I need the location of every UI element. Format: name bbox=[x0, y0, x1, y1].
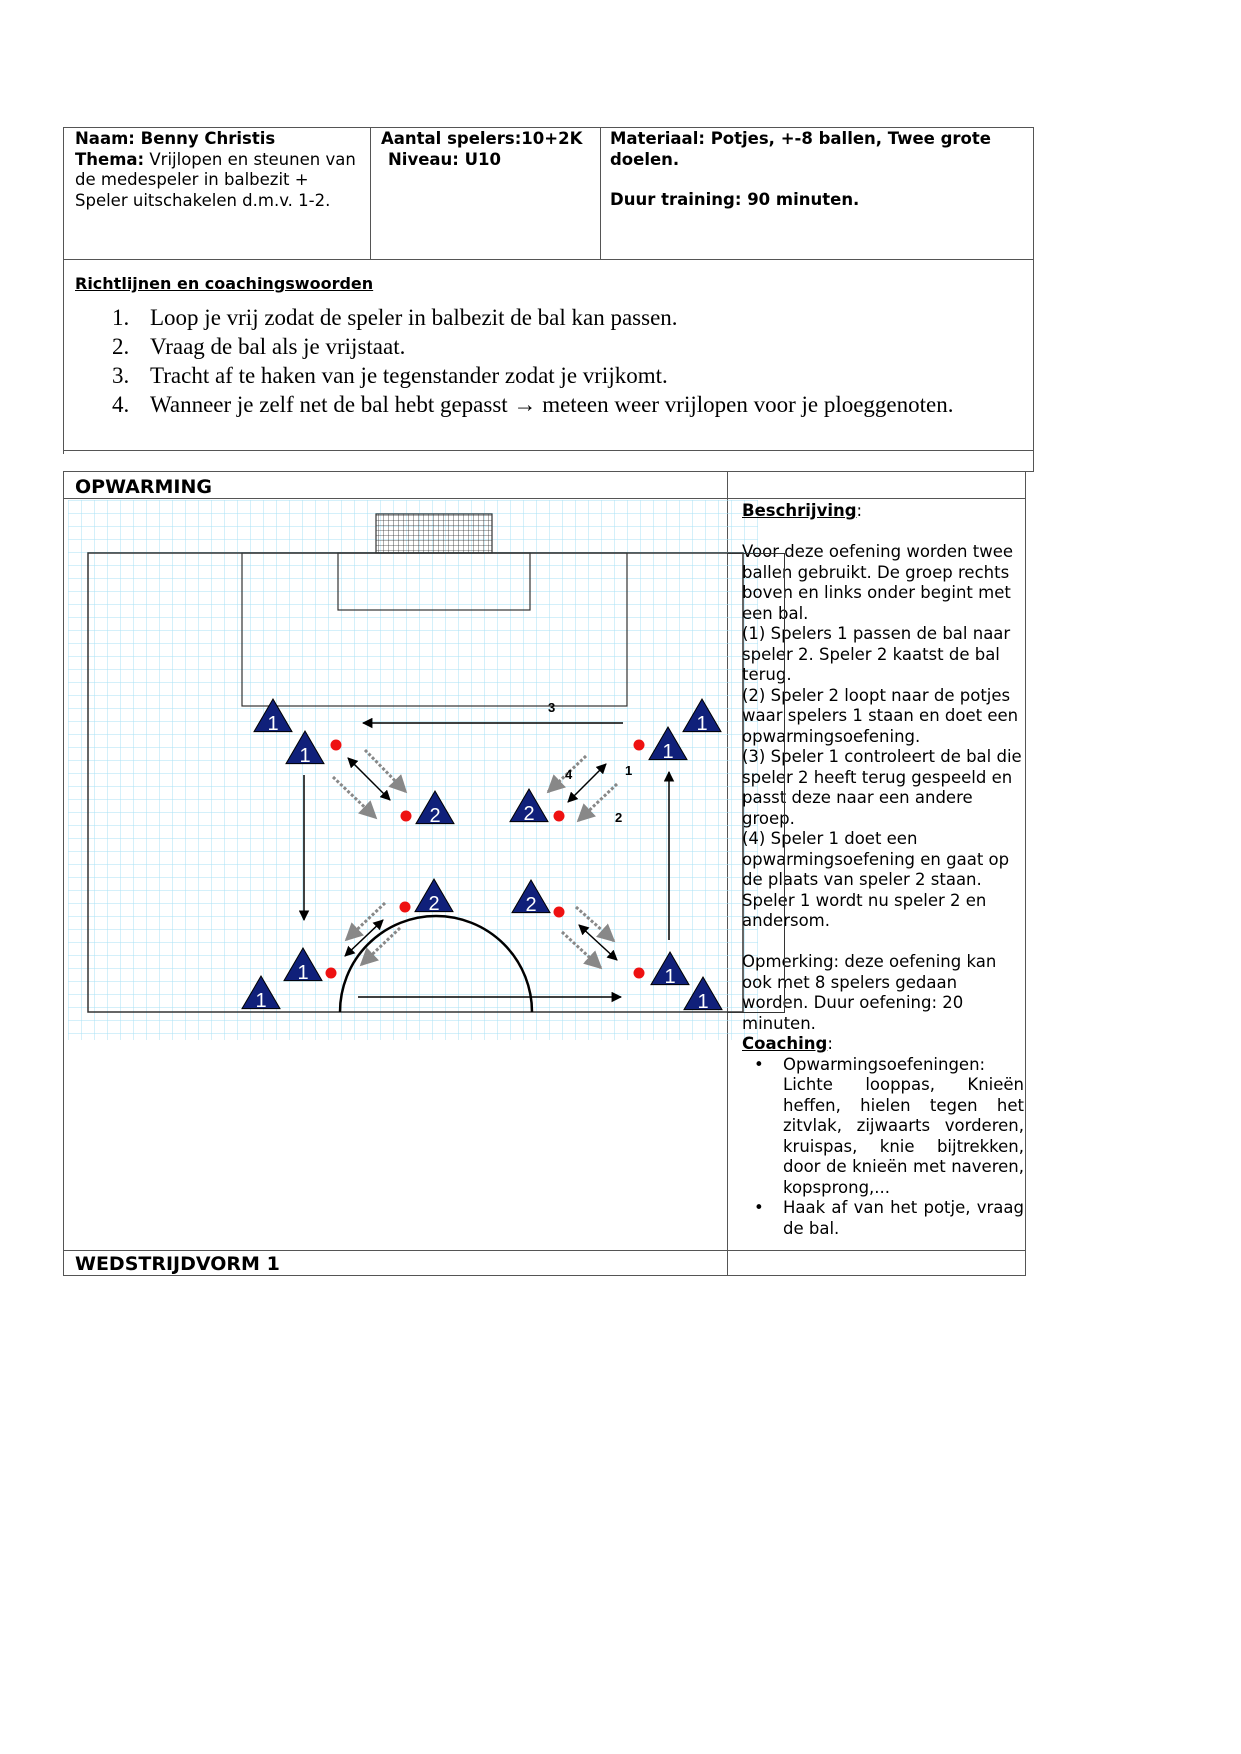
ball bbox=[554, 907, 565, 918]
player-label: 2 bbox=[428, 893, 440, 915]
arrow-label: 3 bbox=[548, 700, 556, 715]
player-label: 1 bbox=[664, 966, 676, 988]
ball bbox=[554, 811, 565, 822]
arrow-right-icon: → bbox=[513, 392, 537, 417]
description-paragraph: (2) Speler 2 loopt naar de potjes waar spelers 1 staan en doet een opwarmingsoefening. bbox=[742, 685, 1019, 746]
guidelines-title: Richtlijnen en coachingswoorden bbox=[75, 274, 374, 293]
description-title: Beschrijving bbox=[742, 501, 857, 520]
description-paragraph: Voor deze oefening worden twee ballen gebruikt. De groep rechts boven en links onder begint met een bal. bbox=[742, 542, 1014, 623]
ball bbox=[401, 811, 412, 822]
player-label: 1 bbox=[297, 962, 309, 984]
match-form-title: WEDSTRIJDVORM 1 bbox=[75, 1253, 280, 1275]
exercise-diagram bbox=[68, 500, 780, 1040]
arrow-label: 1 bbox=[625, 763, 633, 778]
player-label: 1 bbox=[696, 713, 708, 735]
duration: Duur training: 90 minuten. bbox=[610, 190, 860, 209]
player-label: 1 bbox=[299, 745, 311, 767]
arrow-label: 4 bbox=[565, 767, 573, 782]
player-label: 2 bbox=[429, 805, 441, 827]
arrow-label: 2 bbox=[615, 810, 623, 825]
material: Materiaal: Potjes, +-8 ballen, Twee grote doelen. bbox=[610, 129, 991, 169]
description-paragraph: (3) Speler 1 controleert de bal die speler 2 heeft terug gespeeld en passt deze naar een andere groep. bbox=[742, 747, 1022, 828]
guideline-item: 3. Tracht af te haken van je tegenstander zodat je vrijkomt. bbox=[112, 363, 668, 388]
player-label: 2 bbox=[523, 803, 535, 825]
guideline-item: 2. Vraag de bal als je vrijstaat. bbox=[112, 334, 406, 359]
player-label: 1 bbox=[662, 741, 674, 763]
goal-net bbox=[376, 514, 492, 553]
trainer-name: Naam: Benny Christis bbox=[75, 129, 276, 148]
guideline-item: 4. Wanneer je zelf net de bal hebt gepasst → meteen weer vrijlopen voor je ploeggenoten. bbox=[112, 392, 954, 417]
theme-text: Thema: Vrijlopen en steunen van de medespeler in balbezit + Speler uitschakelen d.m.v. 1-2. bbox=[75, 149, 356, 210]
guidelines-list bbox=[100, 303, 1026, 419]
ball bbox=[400, 902, 411, 913]
description-panel: Beschrijving: Voor deze oefening worden twee ballen gebruikt. De groep rechts boven en links onder begint met een bal. (1) Spelers 1 passen de bal naar speler 2. Speler 2 kaatst de bal terug. (2) Speler 2 loopt naar de potjes waar spelers 1 staan en doet een opwarmingsoefening. (3) Speler 1 controleert de bal die speler 2 heeft terug gespeeld en passt deze naar een andere groep. (4) Speler 1 doet een opwarmingsoefening en gaat op de plaats van speler 2 staan. Speler 1 wordt nu speler 2 en andersom. Opmerking: deze oefening kan ook met 8 spelers gedaan worden. Duur oefening: 20 minuten. Coaching: • Opwarmingsoefeningen: Lichte looppas, Knieën heffen, hielen tegen het zitvlak, zijwaarts vorderen, kruispas, knie bijtrekken, door de knieën met naveren, kopsprong,... • Haak af van het potje, vraag de bal. bbox=[742, 501, 1024, 1238]
diagram-overflow-frame bbox=[727, 553, 785, 1013]
header-players-cell bbox=[381, 129, 596, 170]
ball bbox=[331, 740, 342, 751]
ball bbox=[634, 968, 645, 979]
level: Niveau: U10 bbox=[388, 149, 501, 169]
ball bbox=[634, 740, 645, 751]
coaching-item: • Haak af van het potje, vraag de bal. bbox=[754, 1198, 1024, 1238]
remark: Opmerking: deze oefening kan ook met 8 spelers gedaan worden. Duur oefening: 20 minuten. bbox=[742, 952, 997, 1033]
description-paragraph: (1) Spelers 1 passen de bal naar speler 2. Speler 2 kaatst de bal terug. bbox=[742, 624, 1011, 684]
player-label: 1 bbox=[697, 991, 709, 1013]
player-label: 2 bbox=[525, 894, 537, 916]
coaching-title: Coaching bbox=[742, 1034, 828, 1053]
coaching-list bbox=[742, 1055, 1024, 1240]
header-name-cell bbox=[75, 129, 365, 211]
coaching-item: • Opwarmingsoefeningen: Lichte looppas, Knieën heffen, hielen tegen het zitvlak, zijwaarts vorderen, kruispas, knie bijtrekken, door de knieën met naveren, kopsprong,... bbox=[754, 1054, 1024, 1197]
description-paragraph: (4) Speler 1 doet een opwarmingsoefening en gaat op de plaats van speler 2 staan. Speler 1 wordt nu speler 2 en andersom. bbox=[742, 829, 1010, 930]
ball bbox=[326, 968, 337, 979]
player-label: 1 bbox=[255, 990, 267, 1012]
player-label: 1 bbox=[267, 713, 279, 735]
player-count: Aantal spelers:10+2K bbox=[381, 129, 583, 148]
guideline-item: 1. Loop je vrij zodat de speler in balbezit de bal kan passen. bbox=[112, 305, 678, 330]
header-material-cell bbox=[610, 129, 1025, 211]
warmup-title: OPWARMING bbox=[75, 476, 212, 498]
